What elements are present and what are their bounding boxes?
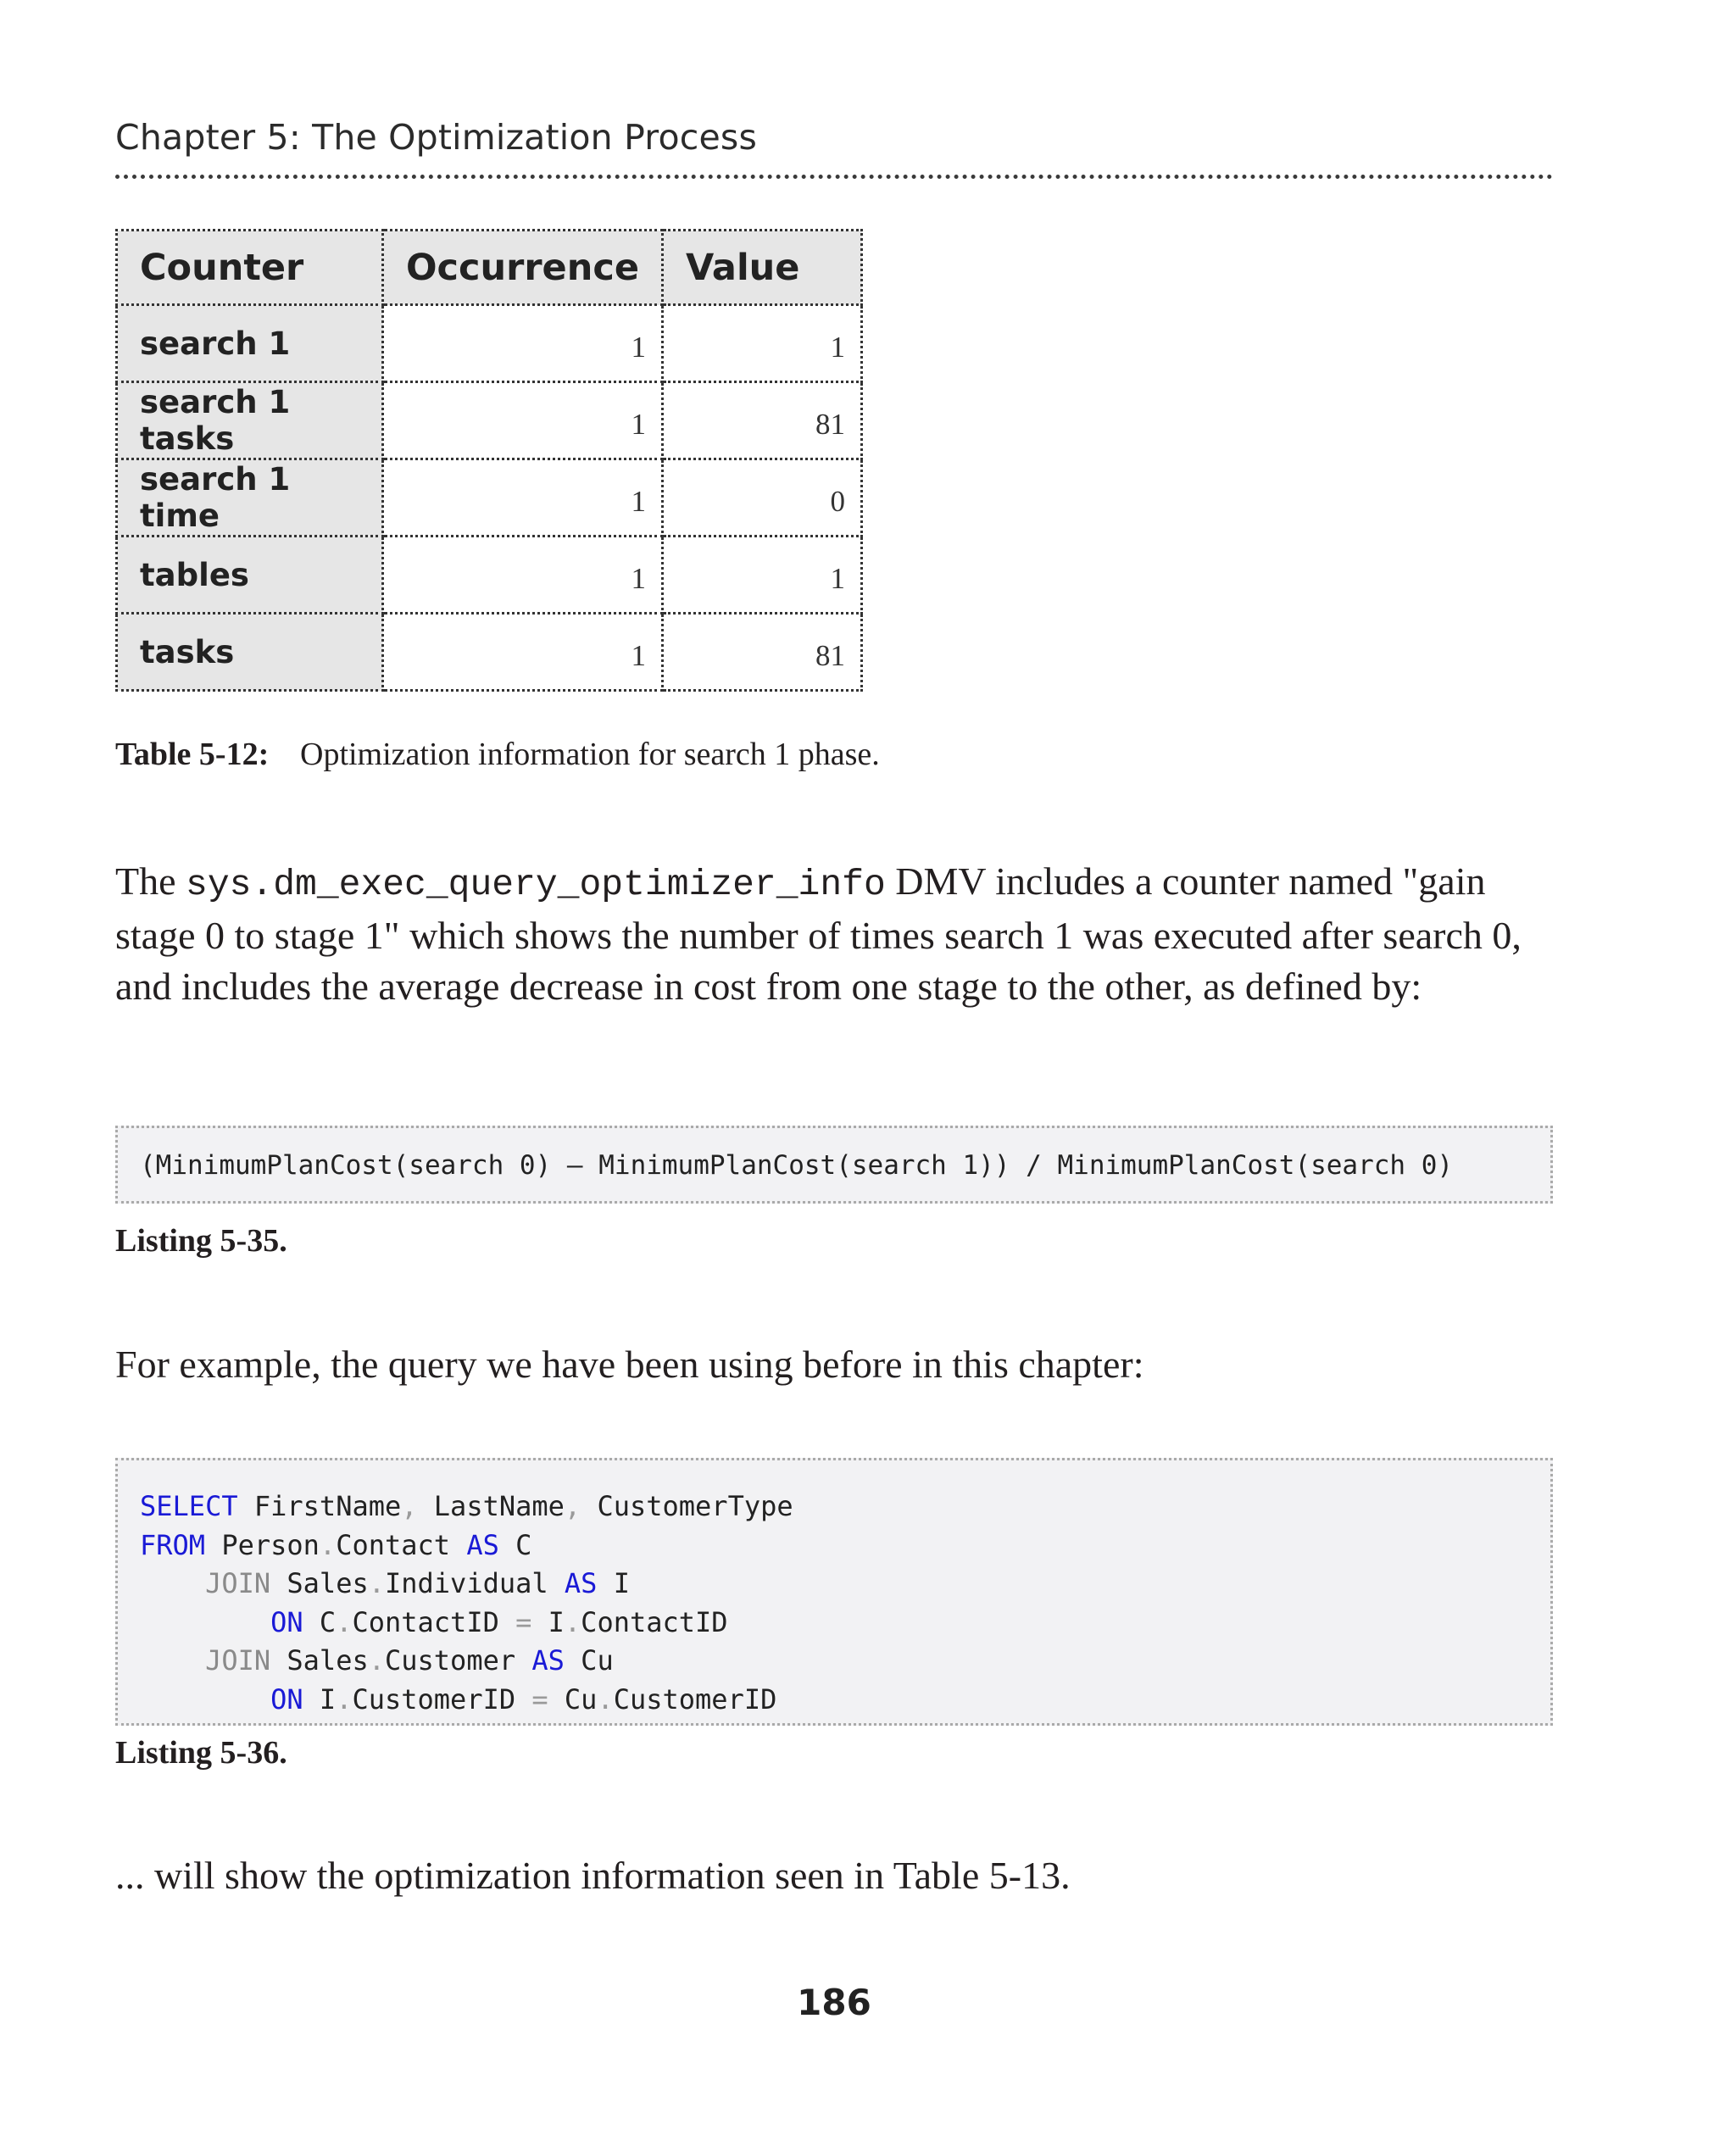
occurrence-cell: 1 [383, 459, 663, 537]
code-token: C [498, 1528, 532, 1561]
code-token: Cu [548, 1682, 598, 1716]
code-line [140, 1565, 1550, 1604]
paragraph-text: DMV includes a counter named "gain stage 0 to stage 1" which shows the number of times search 1 was executed after search 0, and includes the average decrease in cost from one stage to the other, as defined by: [115, 859, 1522, 1008]
code-token: I [531, 1605, 565, 1638]
code-token: Customer [384, 1644, 532, 1677]
code-line [140, 1488, 1550, 1527]
listing-label: Listing 5-36. [115, 1735, 287, 1771]
paragraph-text: The [115, 859, 186, 903]
code-punct: . [336, 1682, 353, 1716]
formula-code-block: (MinimumPlanCost(search 0) – MinimumPlanCost(search 1)) / MinimumPlanCost(search 0) [115, 1126, 1553, 1204]
code-token: CustomerID [613, 1682, 777, 1716]
code-token: Sales [270, 1567, 369, 1599]
table-header-row [117, 231, 862, 305]
optimization-counter-table [115, 229, 863, 692]
occurrence-cell: 1 [383, 537, 663, 614]
code-token: Sales [270, 1644, 369, 1677]
code-indent [140, 1683, 270, 1716]
code-token: CustomerID [352, 1682, 532, 1716]
code-punct: . [336, 1605, 353, 1638]
code-punct: = [531, 1682, 548, 1716]
code-indent [140, 1606, 270, 1638]
code-line [140, 1642, 1550, 1681]
code-punct: . [368, 1567, 385, 1599]
code-token: LastName [417, 1490, 565, 1522]
occurrence-cell: 1 [383, 614, 663, 691]
column-header-counter: Counter [117, 231, 383, 305]
code-token: ContactID [352, 1605, 516, 1638]
sql-keyword: AS [466, 1528, 499, 1561]
listing-label: Listing 5-35. [115, 1223, 287, 1259]
table-row [117, 305, 862, 382]
sql-keyword: SELECT [140, 1490, 238, 1522]
chapter-header: Chapter 5: The Optimization Process [115, 117, 758, 158]
closing-paragraph: ... will show the optimization information seen in Table 5-13. [115, 1854, 1071, 1897]
dmv-name-code: sys.dm_exec_query_optimizer_info [186, 864, 886, 905]
value-cell: 0 [663, 459, 862, 537]
sql-keyword: JOIN [205, 1644, 271, 1677]
code-token: FirstName [237, 1490, 402, 1522]
table-caption-text: Optimization information for search 1 phase. [300, 737, 880, 772]
counter-cell: tasks [117, 614, 383, 691]
occurrence-cell: 1 [383, 305, 663, 382]
code-line [140, 1681, 1550, 1720]
code-indent [140, 1644, 205, 1677]
sql-code-block [115, 1458, 1553, 1726]
code-punct: = [515, 1605, 532, 1638]
code-token: Individual [384, 1567, 565, 1599]
sql-keyword: AS [564, 1567, 598, 1599]
code-token: I [303, 1682, 337, 1716]
code-token: ContactID [581, 1605, 728, 1638]
sql-keyword: FROM [140, 1528, 206, 1561]
code-token: Cu [564, 1644, 614, 1677]
code-token: I [597, 1567, 630, 1599]
code-punct: , [564, 1490, 581, 1522]
sql-keyword: ON [270, 1682, 303, 1716]
code-token: C [303, 1605, 337, 1638]
column-header-occurrence: Occurrence [383, 231, 663, 305]
page-number: 186 [797, 1982, 871, 2023]
occurrence-cell: 1 [383, 382, 663, 459]
code-indent [140, 1567, 205, 1599]
code-punct: . [319, 1528, 337, 1561]
counter-cell: search 1 time [117, 459, 383, 537]
value-cell: 1 [663, 537, 862, 614]
table-caption-label: Table 5-12: [115, 737, 270, 772]
table-row [117, 459, 862, 537]
counter-cell: search 1 [117, 305, 383, 382]
code-token: Contact [336, 1528, 467, 1561]
value-cell: 81 [663, 382, 862, 459]
sql-keyword: AS [531, 1644, 565, 1677]
counter-cell: search 1 tasks [117, 382, 383, 459]
table-row [117, 537, 862, 614]
code-token: Person [205, 1528, 320, 1561]
counter-cell: tables [117, 537, 383, 614]
code-token: CustomerType [581, 1490, 793, 1522]
dmv-description-paragraph [115, 856, 1573, 1012]
code-line [140, 1527, 1550, 1565]
code-punct: . [368, 1644, 385, 1677]
column-header-value: Value [663, 231, 862, 305]
code-punct: . [597, 1682, 614, 1716]
sql-keyword: ON [270, 1605, 303, 1638]
header-divider [115, 175, 1553, 179]
table-row [117, 614, 862, 691]
code-punct: , [401, 1490, 418, 1522]
example-intro-paragraph: For example, the query we have been using before in this chapter: [115, 1343, 1144, 1386]
code-punct: . [564, 1605, 581, 1638]
value-cell: 81 [663, 614, 862, 691]
table-caption [115, 736, 880, 773]
code-line [140, 1604, 1550, 1643]
sql-keyword: JOIN [205, 1567, 271, 1599]
table-row [117, 382, 862, 459]
value-cell: 1 [663, 305, 862, 382]
